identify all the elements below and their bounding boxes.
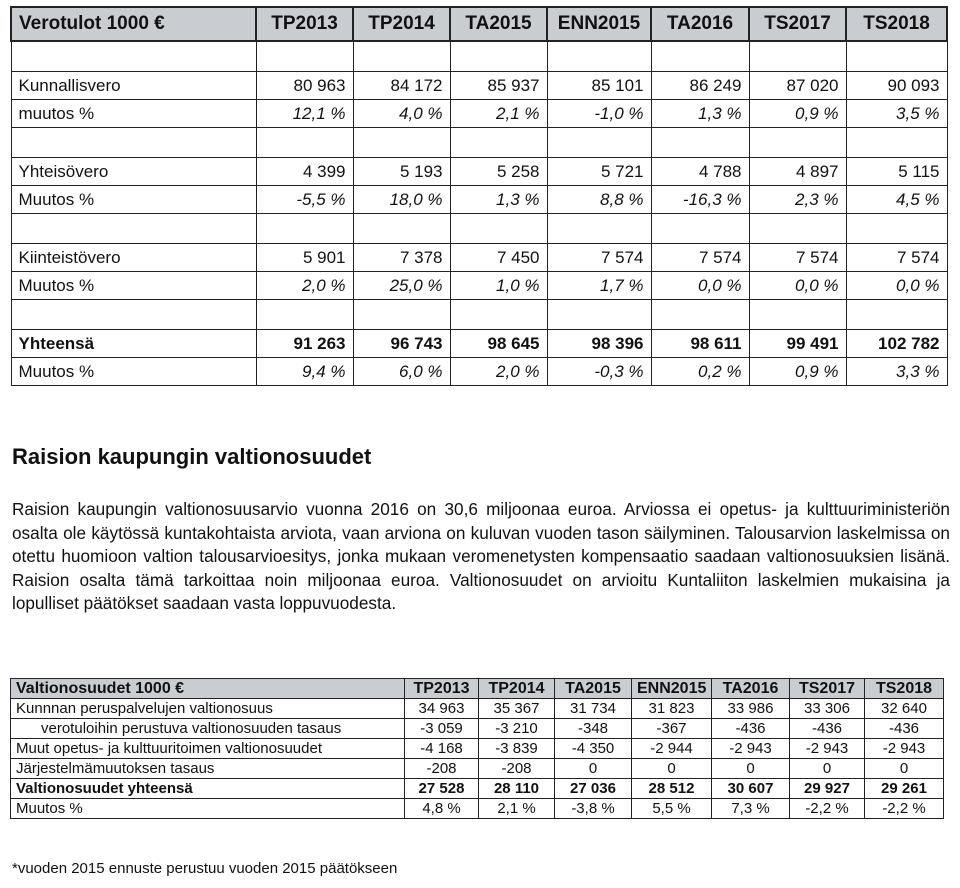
cell-value: 102 782 bbox=[846, 330, 947, 358]
table-row bbox=[11, 358, 947, 386]
row-label: Muutos % bbox=[11, 799, 405, 819]
section-paragraph: Raision kaupungin valtionosuusarvio vuonna 2016 on 30,6 miljoonaa euroa. Arviossa ei opetus- ja kulttuuriministeriön osalta ole käytössä kuntakohtaista arviota, vaan arviona on kuluvan vuoden tason säilyminen. Talousarvion laskelmissa on otettu huomioon valtion talousarvioesitys, jonka mukaan veromenetysten kompensaatio saadaan valtionosuuksien lisänä. Raision osalta tämä tarkoittaa noin miljoonaa euroa. Valtionosuudet on arvioitu Kuntaliiton laskelmien mukaisina ja lopulliset päätökset saadaan vasta loppuvuodesta. bbox=[12, 499, 950, 613]
cell-value: 7 450 bbox=[450, 244, 547, 272]
cell-value: 98 645 bbox=[450, 330, 547, 358]
row-label: Kiinteistövero bbox=[11, 244, 256, 272]
cell-value: -367 bbox=[632, 719, 712, 739]
cell-percent: 2,0 % bbox=[450, 358, 547, 386]
cell-percent: 2,3 % bbox=[749, 186, 846, 214]
cell-value: 28 110 bbox=[479, 779, 555, 799]
table-row bbox=[11, 72, 947, 100]
cell-value: 5 721 bbox=[547, 158, 651, 186]
cell-percent: -2,2 % bbox=[865, 799, 944, 819]
cell-percent: -1,0 % bbox=[547, 100, 651, 128]
col-header: ENN2015 bbox=[632, 679, 712, 699]
col-header: TS2018 bbox=[846, 7, 947, 41]
row-label: Muutos % bbox=[11, 272, 256, 300]
table-row bbox=[11, 799, 944, 819]
cell-value: 85 101 bbox=[547, 72, 651, 100]
cell-value: 5 193 bbox=[353, 158, 450, 186]
cell-percent: -3,8 % bbox=[555, 799, 632, 819]
cell-percent: 2,1 % bbox=[450, 100, 547, 128]
col-header: TA2015 bbox=[555, 679, 632, 699]
cell-percent: 9,4 % bbox=[256, 358, 353, 386]
row-label: Kunnallisvero bbox=[11, 72, 256, 100]
spacer-row bbox=[11, 128, 947, 158]
cell-percent: 8,8 % bbox=[547, 186, 651, 214]
cell-value: -208 bbox=[479, 759, 555, 779]
spacer-row bbox=[11, 300, 947, 330]
row-label: Yhteensä bbox=[11, 330, 256, 358]
cell-value: 91 263 bbox=[256, 330, 353, 358]
cell-value: 31 734 bbox=[555, 699, 632, 719]
table-row bbox=[11, 759, 944, 779]
cell-value: 98 396 bbox=[547, 330, 651, 358]
row-label: Muutos % bbox=[11, 358, 256, 386]
row-label: muutos % bbox=[11, 100, 256, 128]
cell-percent: 0,2 % bbox=[651, 358, 749, 386]
table-row bbox=[11, 699, 944, 719]
cell-value: -4 168 bbox=[405, 739, 479, 759]
cell-percent: 4,8 % bbox=[405, 799, 479, 819]
cell-percent: 4,5 % bbox=[846, 186, 947, 214]
cell-value: 7 378 bbox=[353, 244, 450, 272]
col-header: TP2013 bbox=[256, 7, 353, 41]
state-table-header-row bbox=[11, 679, 944, 699]
cell-value: -2 943 bbox=[790, 739, 865, 759]
cell-percent: 0,0 % bbox=[846, 272, 947, 300]
cell-value: -436 bbox=[790, 719, 865, 739]
total-row bbox=[11, 330, 947, 358]
cell-value: 27 528 bbox=[405, 779, 479, 799]
col-header: TP2014 bbox=[479, 679, 555, 699]
table-row bbox=[11, 158, 947, 186]
cell-value: 7 574 bbox=[651, 244, 749, 272]
table-row bbox=[11, 739, 944, 759]
cell-value: -3 839 bbox=[479, 739, 555, 759]
cell-value: 96 743 bbox=[353, 330, 450, 358]
cell-value: -4 350 bbox=[555, 739, 632, 759]
cell-value: 99 491 bbox=[749, 330, 846, 358]
cell-percent: 3,5 % bbox=[846, 100, 947, 128]
col-header: TS2017 bbox=[790, 679, 865, 699]
cell-percent: 3,3 % bbox=[846, 358, 947, 386]
cell-value: 80 963 bbox=[256, 72, 353, 100]
cell-percent: 0,9 % bbox=[749, 358, 846, 386]
cell-percent: 4,0 % bbox=[353, 100, 450, 128]
col-header: TP2014 bbox=[353, 7, 450, 41]
cell-value: 84 172 bbox=[353, 72, 450, 100]
cell-percent: 5,5 % bbox=[632, 799, 712, 819]
cell-value: 33 306 bbox=[790, 699, 865, 719]
cell-value: -2 944 bbox=[632, 739, 712, 759]
cell-percent: 2,0 % bbox=[256, 272, 353, 300]
row-label: Yhteisövero bbox=[11, 158, 256, 186]
cell-value: 0 bbox=[790, 759, 865, 779]
cell-value: 98 611 bbox=[651, 330, 749, 358]
cell-percent: 6,0 % bbox=[353, 358, 450, 386]
cell-value: 34 963 bbox=[405, 699, 479, 719]
cell-value: 87 020 bbox=[749, 72, 846, 100]
table-row bbox=[11, 244, 947, 272]
cell-value: 29 927 bbox=[790, 779, 865, 799]
cell-value: 28 512 bbox=[632, 779, 712, 799]
table-row bbox=[11, 186, 947, 214]
cell-value: 5 901 bbox=[256, 244, 353, 272]
cell-value: -2 943 bbox=[712, 739, 790, 759]
row-label: verotuloihin perustuva valtionosuuden tasaus bbox=[11, 719, 405, 739]
row-label: Muut opetus- ja kulttuuritoimen valtionosuudet bbox=[11, 739, 405, 759]
footnote: *vuoden 2015 ennuste perustuu vuoden 2015 päätökseen bbox=[12, 860, 398, 877]
cell-percent: 18,0 % bbox=[353, 186, 450, 214]
cell-value: -208 bbox=[405, 759, 479, 779]
cell-value: 27 036 bbox=[555, 779, 632, 799]
col-header: ENN2015 bbox=[547, 7, 651, 41]
cell-value: 86 249 bbox=[651, 72, 749, 100]
cell-value: 0 bbox=[865, 759, 944, 779]
col-header: TP2013 bbox=[405, 679, 479, 699]
cell-value: 4 897 bbox=[749, 158, 846, 186]
cell-percent: 0,0 % bbox=[651, 272, 749, 300]
cell-value: 85 937 bbox=[450, 72, 547, 100]
cell-value: 5 115 bbox=[846, 158, 947, 186]
cell-percent: 2,1 % bbox=[479, 799, 555, 819]
cell-value: -348 bbox=[555, 719, 632, 739]
cell-value: 4 788 bbox=[651, 158, 749, 186]
section-heading: Raision kaupungin valtionosuudet bbox=[12, 444, 372, 469]
col-header: TA2016 bbox=[712, 679, 790, 699]
cell-value: 7 574 bbox=[749, 244, 846, 272]
cell-value: 0 bbox=[712, 759, 790, 779]
col-header: TA2015 bbox=[450, 7, 547, 41]
cell-percent: 25,0 % bbox=[353, 272, 450, 300]
cell-value: -436 bbox=[712, 719, 790, 739]
cell-value: -3 059 bbox=[405, 719, 479, 739]
cell-value: 30 607 bbox=[712, 779, 790, 799]
total-row bbox=[11, 779, 944, 799]
cell-percent: 1,3 % bbox=[651, 100, 749, 128]
col-header: TS2017 bbox=[749, 7, 846, 41]
tax-revenue-table bbox=[10, 6, 948, 386]
cell-value: 33 986 bbox=[712, 699, 790, 719]
state-table-title: Valtionosuudet 1000 € bbox=[11, 679, 405, 699]
tax-table-header-row bbox=[11, 7, 947, 41]
cell-percent: 0,0 % bbox=[749, 272, 846, 300]
row-label: Muutos % bbox=[11, 186, 256, 214]
cell-value: -3 210 bbox=[479, 719, 555, 739]
cell-value: 31 823 bbox=[632, 699, 712, 719]
cell-value: 7 574 bbox=[547, 244, 651, 272]
cell-value: 0 bbox=[555, 759, 632, 779]
tax-table-title: Verotulot 1000 € bbox=[11, 7, 256, 41]
cell-percent: -16,3 % bbox=[651, 186, 749, 214]
table-row bbox=[11, 100, 947, 128]
cell-value: 0 bbox=[632, 759, 712, 779]
row-label: Kunnnan peruspalvelujen valtionosuus bbox=[11, 699, 405, 719]
cell-percent: 12,1 % bbox=[256, 100, 353, 128]
cell-value: 90 093 bbox=[846, 72, 947, 100]
col-header: TS2018 bbox=[865, 679, 944, 699]
spacer-row bbox=[11, 214, 947, 244]
state-subsidy-table bbox=[10, 678, 944, 819]
cell-value: 29 261 bbox=[865, 779, 944, 799]
cell-percent: 1,3 % bbox=[450, 186, 547, 214]
cell-value: 4 399 bbox=[256, 158, 353, 186]
cell-percent: 7,3 % bbox=[712, 799, 790, 819]
cell-percent: -0,3 % bbox=[547, 358, 651, 386]
cell-value: -2 943 bbox=[865, 739, 944, 759]
cell-percent: -5,5 % bbox=[256, 186, 353, 214]
row-label: Järjestelmämuutoksen tasaus bbox=[11, 759, 405, 779]
cell-percent: 1,0 % bbox=[450, 272, 547, 300]
table-row bbox=[11, 719, 944, 739]
table-row bbox=[11, 272, 947, 300]
cell-value: 32 640 bbox=[865, 699, 944, 719]
spacer-row bbox=[11, 41, 947, 72]
cell-percent: 0,9 % bbox=[749, 100, 846, 128]
row-label: Valtionosuudet yhteensä bbox=[11, 779, 405, 799]
cell-percent: -2,2 % bbox=[790, 799, 865, 819]
cell-percent: 1,7 % bbox=[547, 272, 651, 300]
cell-value: 35 367 bbox=[479, 699, 555, 719]
cell-value: 5 258 bbox=[450, 158, 547, 186]
cell-value: 7 574 bbox=[846, 244, 947, 272]
col-header: TA2016 bbox=[651, 7, 749, 41]
cell-value: -436 bbox=[865, 719, 944, 739]
